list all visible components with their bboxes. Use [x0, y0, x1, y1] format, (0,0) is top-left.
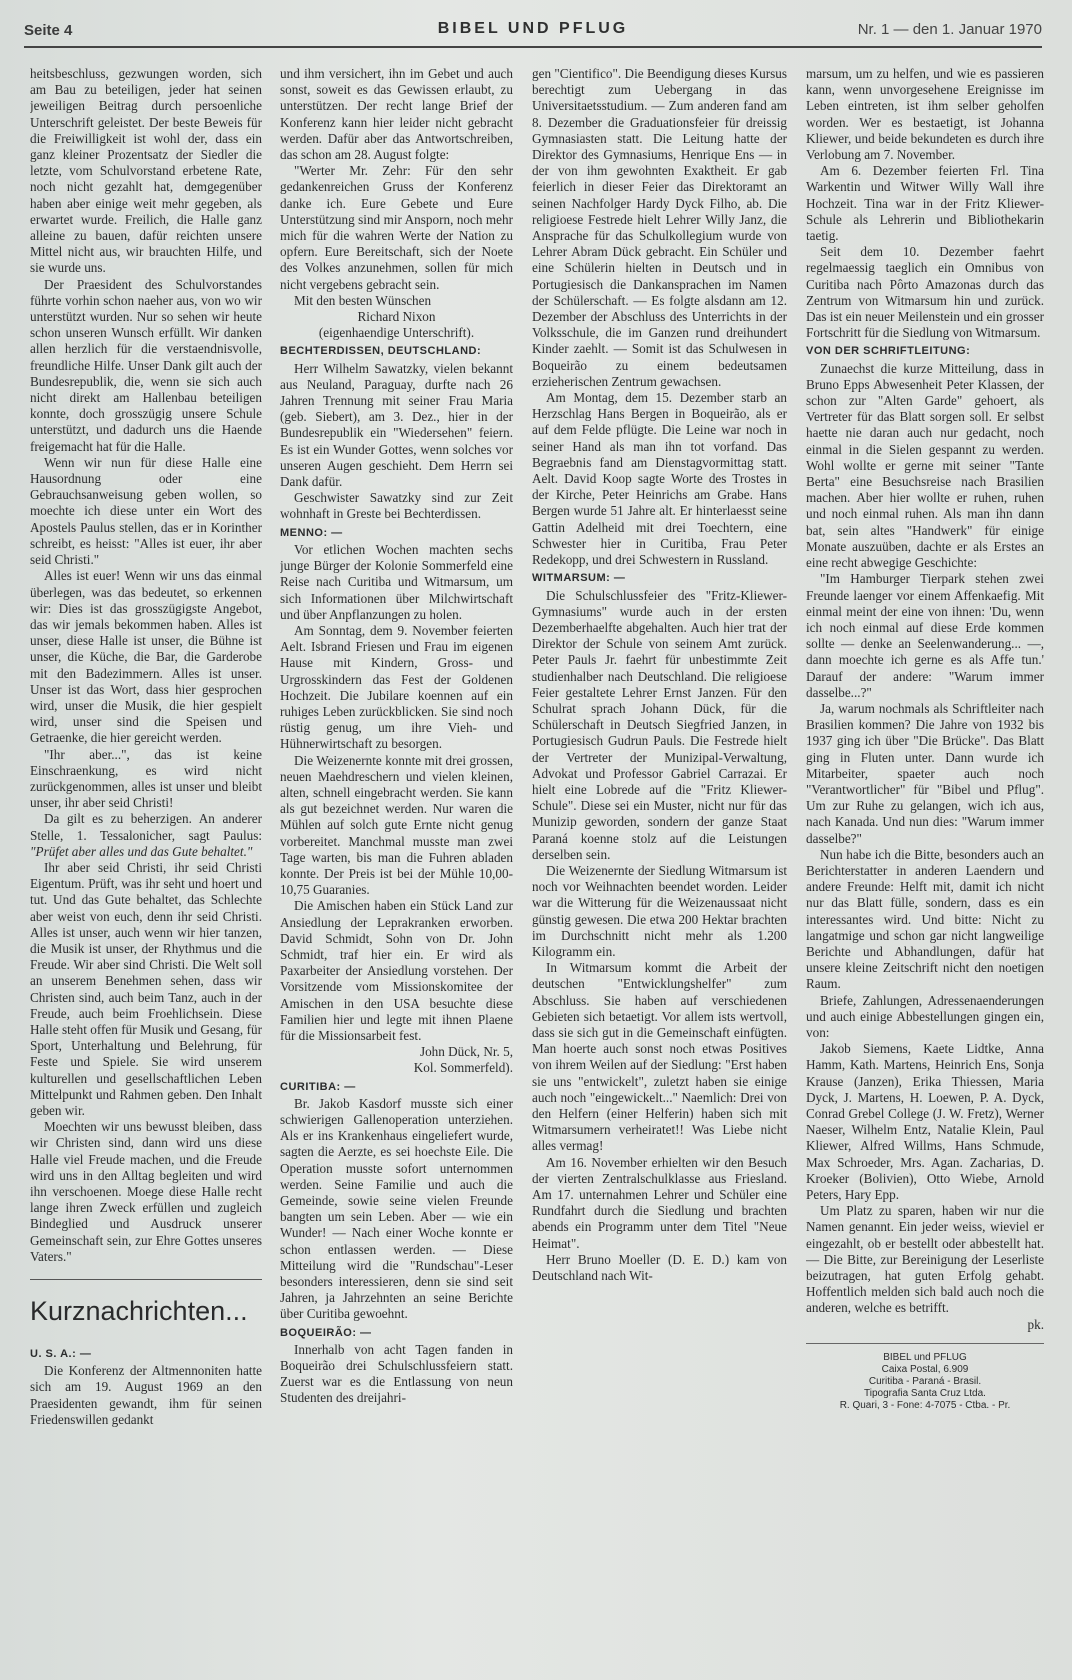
paragraph: Herr Bruno Moeller (D. E. D.) kam von Deutschland nach Wit-	[532, 1251, 787, 1284]
masthead	[24, 18, 1042, 44]
section-title-kurznachrichten: Kurznachrichten...	[30, 1296, 248, 1327]
signature-note: (eigenhaendige Unterschrift).	[318, 325, 475, 341]
paragraph: "Im Hamburger Tierpark stehen zwei Freunde laenger vor einem Affenkaefig. Mit einmal meint der eine von ihnen: 'Du, wenn ich noch einmal auf diese Erde kommen sollte — denke an Seelenwanderung... —, dann moechte ich gerne es als Affe tun.' Darauf der andere: "Warum immer dasselbe...?"	[806, 571, 1044, 700]
paragraph: Briefe, Zahlungen, Adressenaenderungen und auch einige Abbestellungen gingen ein, von:	[806, 992, 1044, 1040]
paragraph: Geschwister Sawatzky sind zur Zeit wohnhaft in Greste bei Bechterdissen.	[280, 490, 513, 522]
issue-date: Nr. 1 — den 1. Januar 1970	[857, 21, 1042, 38]
paragraph: Am 6. Dezember feierten Frl. Tina Warkentin und Witwer Willy Wall ihre Hochzeit. Tina war in der Fritz Kliewer-Schule als Lehrerin und Bibliothekarin taetig.	[806, 163, 1044, 244]
paragraph: Die Weizenernte der Siedlung Witmarsum ist noch vor Weihnachten beendet worden. Leider war die Witterung für die Weizenaussaat nicht günstig gewesen. Die etwa 200 Hektar brachten im Durchschnitt nicht mehr als 1.200 Kilogramm ein.	[532, 862, 787, 959]
paragraph: Alles ist euer! Wenn wir uns das einmal überlegen, was das bedeutet, so erkennen wir: Dies ist das grosszügigste Angebot, das wir jemals bekommen haben. Alles ist unser, diese Halle ist unser, die Bühne ist unser, die Küche, die Bar, die Garderobe mit den Badezimmern. Alles ist unser. Unser ist das Wort, dass hier gesprochen wird, unser die Musik, die hier gespielt wird, unser sind die Speisen und Getraenke, die hier gereicht werden.	[30, 568, 262, 746]
paragraph: Vor etlichen Wochen machten sechs junge Bürger der Kolonie Sommerfeld eine Reise nach Curitiba und Witmarsum, um sich Informationen über Milchwirtschaft und über Anpflanzungen zu holen.	[280, 541, 513, 622]
editor-signature: pk.	[1027, 1316, 1044, 1332]
paragraph	[30, 811, 262, 860]
paragraph: Ihr aber seid Christi, ihr seid Christi Eigentum. Prüft, was ihr seht und hoert und tut. Und das Gute behaltet, das Schlechte aber weist von euch, denn ihr seid Christi. Alles ist unser, auch wenn wir hier tanzen, die Musik ist unser, der Rhythmus und die Freude. Wir aber sind Christi. Die Welt soll an unserem Benehmen sehen, dass wir Christen sind, auch beim Tanz, auch in der Freude, auch beim Froehlichsein. Diese Halle steht offen für Musik und Gesang, für Sport, Unterhaltung und Belehrung, für Feste und Spiele. Sie wird unserem kulturellen und gesellschaftlichen Leben Mittelpunkt und Rahmen geben. Den Inhalt geben wir.	[30, 859, 262, 1118]
paragraph: Die Schulschlussfeier des "Fritz-Kliewer-Gymnasiums" wurde auch in der ersten Dezemberhaelfte abgehalten. Auch hier trat der Direktor der Schule von seinem Amt zurück. Peter Pauls Jr. faehrt für unbestimmte Zeit studienhalber nach Deutschland. Die religioese Feier gestaltete Lehrer Ernst Janzen. Für den Schulrat sprach Johann Dück, für die Schülerschaft in Deutsch Siegfried Janzen, in Portugiesisch Gudrun Pauls. Die Festrede hielt der Vertreter der Munizipal-Verwaltung, Advokat und Professor Gabriel Carrazai. Er hielt eine Lobrede auf die "Fritz Kliewer-Schule". Diese sei ein Muster, nicht nur für das Munizip geworden, sondern der ganze Staat Paraná koenne stolz auf die Leistungen derselben sein.	[532, 587, 787, 862]
page-number: Seite 4	[24, 22, 73, 39]
section-heading-boqueirao: BOQUEIRÃO: —	[280, 1326, 372, 1339]
imprint	[806, 1352, 1044, 1412]
signature-name: Richard Nixon	[357, 309, 436, 325]
paragraph: marsum, um zu helfen, und wie es passieren kann, wenn unvorgesehene Ereignisse im Leben eintreten, ist ihm selber geholfen worden. Wer es bestaetigt, ist Johanna Kliewer, und beide bekundeten es durch ihre Verlobung am 7. November.	[806, 66, 1044, 163]
paragraph: Die Amischen haben ein Stück Land zur Ansiedlung der Leprakranken erworben. David Schmidt, Sohn von Dr. John Schmidt, traf hier ein. Er wird als Paxarbeiter der Ansiedlung vorstehen. Der Vorsitzende vom Missionskomitee der Amischen in den USA besuchte diese Familien hier und legte mit ihnen Plaene für die Missionsarbeit fest.	[280, 898, 513, 1043]
column-3	[532, 66, 787, 1670]
paragraph: heitsbeschluss, gezwungen worden, sich am Bau zu beteiligen, jeder hat seinen jeweiligen Beitrag durch persoenliche Unterschrift geleistet. Der beste Beweis für die Freiwilligkeit ist wohl der, dass ein ganz kleiner Prozentsatz der Siedler die letzte, vom Schulvorstand erbetene Rate, noch nicht gezahlt hat, demgegenüber haben aber einige weit mehr gegeben, als erwartet wurde. Freilich, die Halle ganz alleine zu bauen, dafür reichten unsere Mittel nicht aus, wir brauchten Hilfe, und sie wurde uns.	[30, 66, 262, 276]
masthead-rule	[24, 46, 1042, 48]
paragraph: Die Weizenernte konnte mit drei grossen, neuen Maehdreschern und vielen kleinen, alten, schnell eingebracht werden. Sie kann als gut bezeichnet werden. Nur waren die Mühlen auf solch gute Ernte nicht genug vorbereitet. Manchmal musste man zwei Tage warten, bis man die Fuhren abladen konnte. Der Preis ist bei der Mühle 10,00-10,75 Guaranies.	[280, 752, 513, 898]
paragraph: Am Montag, dem 15. Dezember starb an Herzschlag Hans Bergen in Boqueirão, als er auf dem Felde pflügte. Die Leine war noch in seiner Hand als man ihn tot vorfand. Das Begraebnis fand am Dienstagvormittag statt. Aelt. David Koop sagte Worte des Trostes in der Kirche, Peter Heinrichs am Grabe. Hans Bergen wurde 51 Jahre alt. Er hinterlaesst seine Gattin Adelheid mit drei Toechtern, eine Schwester hier in Curitiba, Frau Peter Redekopp, und drei Schwestern in Russland.	[532, 390, 787, 568]
section-heading-usa: U. S. A.: —	[30, 1348, 92, 1361]
paragraph: Nun habe ich die Bitte, besonders auch an Berichterstatter in anderen Laendern und andere Freunde: Helft mit, damit ich nicht nur das Blatt fülle, sondern, dass es ein interessantes wird. Und bitte: Nicht zu langatmige und schon gar nicht langweilige Berichte und Abhandlungen, dafür hat unsere kleine Zeitschrift nicht den noetigen Raum.	[806, 846, 1044, 992]
paragraph: Jakob Siemens, Kaete Lidtke, Anna Hamm, Kath. Martens, Heinrich Ens, Sonja Krause (Janzen), Erika Thiessen, Maria Dyck, J. Martens, H. Loewen, P. A. Dyck, Conrad Grebel College (J. W. Fretz), Werner Naeser, Wilhelm Entz, Natalie Klein, Paul Kliewer, Alfred Willms, Hans Schmude, Max Schroeder, Mrs. Agan. Zacharias, D. Kroeker (Bolivien), Otto Wiebe, Arnold Peters, Hary Epp.	[806, 1041, 1044, 1203]
paragraph: Am 16. November erhielten wir den Besuch der vierten Zentralschulklasse aus Friesland. Am 17. unternahmen Lehrer und Schüler eine Rundfahrt durch die Siedlung und brachten abends ein Programm unter dem Titel "Neue Heimat".	[532, 1154, 787, 1251]
imprint-line: BIBEL und PFLUG	[883, 1351, 967, 1363]
imprint-line: Tipografia Santa Cruz Ltda.	[864, 1387, 986, 1399]
column-4	[806, 66, 1044, 1670]
paragraph: "Ihr aber...", das ist keine Einschraenkung, es wird nicht zurückgenommen, alles ist unser und bleibt unser, ihr aber seid Christi!	[30, 746, 262, 811]
paragraph: und ihm versichert, ihn im Gebet und auch sonst, soweit es das Gewissen erlaubt, zu unterstützen. Der recht lange Brief der Konferenz kann hier leider nicht gebracht werden. Dafür aber das Antwortschreiben, das schon am 28. August folgte:	[280, 66, 513, 163]
imprint-line: Curitiba - Paraná - Brasil.	[868, 1375, 982, 1387]
paragraph: "Werter Mr. Zehr: Für den sehr gedankenreichen Gruss der Konferenz danke ich. Eure Gebete und Eure Unterstützung sind mir Ansporn, noch mehr mich für die wahren Werte der Nation zu opfern. Eure Bereitschaft, sich der Noete des Volkes anzunehmen, sollen für mich nicht vergebens gebracht sein.	[280, 163, 513, 292]
author-signature: Kol. Sommerfeld).	[413, 1060, 513, 1076]
section-heading-witmarsum: WITMARSUM: —	[532, 572, 626, 585]
paragraph: Zunaechst die kurze Mitteilung, dass in Bruno Epps Abwesenheit Peter Klassen, der schon zur "Alten Garde" gehoert, als Vertreter für das Blatt sorgen soll. Er selbst haette nie daran auch nur gedacht, noch einmal in die Sielen gespannt zu werden. Wohl wollte er gerne mit seiner "Tante Berta" eine Besuchsreise nach Brasilien machen. Aber hier wollte er ruhen, ruhen und noch einmal ruhen. Als man ihn dann bat, sein altes "Handwerk" für einige Monate auszuüben, dachte er als Erstes an eine recht abwegige Geschichte:	[806, 360, 1044, 571]
paragraph: gen "Cientifico". Die Beendigung dieses Kursus berechtigt zum Uebergang in das Universitaetsstudium. — Zum anderen fand am 8. Dezember die Graduationsfeier für dreissig Gymnasiasten statt. Die Leitung hatte der Direktor des Gymnasiums, Henrique Ens — in der von ihm gewohnten Exaktheit. Er gab feierlich in dieser Feier das Direktoramt an seinen Nachfolger Hardy Dyck Filho, ab. Die religioese Festrede hielt Lehrer Willy Janz, die Ansprache für das Schulkollegium wurde von Lehrer Abram Dück gebracht. Ein Schüler und eine Schülerin hielten in Deutsch und in Portugiesisch die Dankansprachen im Namen der Schülerschaft. — Es folgte alsdann am 12. Dezember der Abschluss des Unterrichts in der Volksschule, die im Ganzen rund dreihundert Kinder zaehlt. — Somit ist das Schulwesen in Boqueirão zu einem bedeutsamen erzieherischen Zentrum gewachsen.	[532, 66, 787, 389]
section-rule	[30, 1279, 262, 1280]
paragraph: Innerhalb von acht Tagen fanden in Boqueirão drei Schulschlussfeiern statt. Zuerst war es die Entlassung von neun Studenten des dreijahri-	[280, 1341, 513, 1406]
bible-quote: "Prüfet aber alles und das Gute behaltet."	[30, 843, 253, 859]
paragraph-text: Da gilt es zu beherzigen. An anderer Stelle, 1. Tessalonicher, sagt Paulus:	[30, 811, 262, 843]
section-heading-bechterdissen: BECHTERDISSEN, DEUTSCHLAND:	[280, 345, 482, 358]
paragraph: Die Konferenz der Altmennoniten hatte sich am 19. August 1969 an den Praesidenten gewandt, ihm für seinen Friedenswillen gedankt	[30, 1363, 262, 1427]
paragraph: Ja, warum nochmals als Schriftleiter nach Brasilien kommen? Die Jahre von 1932 bis 1937 ging ich über "Die Brücke". Das Blatt ging in Fluten unter. Dann wurde ich Mitarbeiter, spaeter auch noch "Verantwortlicher" für "Bibel und Pflug". Um zur Ruhe zu gelangen, wich ich aus, nach Kanada. Und nun dies: "Warum immer dasselbe?"	[806, 700, 1044, 846]
column-2	[280, 66, 513, 1670]
paragraph: Mit den besten Wünschen	[294, 292, 432, 308]
paragraph: Herr Wilhelm Sawatzky, vielen bekannt aus Neuland, Paraguay, durfte nach 26 Jahren Trennung mit seiner Frau Maria (geb. Siebert), am 3. Dez., hier in der Bundesrepublik ein "Wiedersehen" feiern. Es ist ein Wunder Gottes, wenn solches vor unseren Augen geschieht. Dem Herrn sei Dank dafür.	[280, 360, 513, 490]
imprint-line: R. Quari, 3 - Fone: 4-7075 - Ctba. - Pr.	[839, 1399, 1011, 1411]
paragraph: Seit dem 10. Dezember faehrt regelmaessig taeglich ein Omnibus von Curitiba nach Pôrto Amazonas durch das Zentrum von Witmarsum hin und zurück. Das ist ein neuer Meilenstein und ein grosser Fortschritt für die Siedlung von Witmarsum.	[806, 244, 1044, 341]
author-signature: John Dück, Nr. 5,	[419, 1044, 513, 1060]
paragraph: Am Sonntag, dem 9. November feierten Aelt. Isbrand Friesen und Frau im eigenen Hause mit Kindern, Gross- und Urgrosskindern das Fest der Goldenen Hochzeit. Die Jubilare koennen auf ein ruhiges Leben zurückblicken. Sie sind noch rüstig genug, um ihre Vieh- und Hühnerwirtschaft zu besorgen.	[280, 622, 513, 752]
section-heading-menno: MENNO: —	[280, 526, 343, 539]
imprint-rule	[806, 1343, 1044, 1344]
newspaper-title: BIBEL UND PFLUG	[437, 20, 629, 37]
paragraph: In Witmarsum kommt die Arbeit der deutschen "Entwicklungshelfer" zum Abschluss. Sie haben auf verschiedenen Gebieten sich betaetigt. Vor allem ists wertvoll, dass sie sich gut in die Gemeinschaft einfügten. Man hoerte auch sonst noch etwas Positives von ihrem Weilen auf der Siedlung: "Erst haben sie uns "entwickelt", zuletzt haben sie einige auch noch "eingewickelt..." Naemlich: Drei von den Helfern (einer Helferin) haben sich mit Witmarsumern verheiratet!! Was Liebe nicht alles vermag!	[532, 960, 787, 1154]
imprint-line: Caixa Postal, 6.909	[881, 1363, 969, 1375]
paragraph: Um Platz zu sparen, haben wir nur die Namen genannt. Ein jeder weiss, wieviel er eingezahlt, ob er bestellt oder abbestellt hat. — Die Bitte, zur Bereinigung der Leserliste beizutragen, hat guten Erfolg gehabt. Hoffentlich melden sich bald auch noch die anderen, welche es betrifft.	[806, 1203, 1044, 1316]
paragraph: Br. Jakob Kasdorf musste sich einer schwierigen Gallenoperation unterziehen. Als er ins Krankenhaus eingeliefert wurde, sagten die Aerzte, es sei hoechste Eile. Die Operation musste sofort unternommen werden. Seine Familie und auch die Gemeinde, sowie seine vielen Freunde bangten um sein Leben. Aber — wie ein Wunder! — Nach einer Woche konnte er schon entlassen werden. — Diese Mitteilung wird die "Rundschau"-Leser besonders interessieren, denn sie sind seit Jahren, ja Jahrzehnten an seine Berichte über Curitiba gewoehnt.	[280, 1095, 513, 1322]
paragraph: Der Praesident des Schulvorstandes führte vorhin schon naeher aus, von wo wir unterstützt wurden. Nur so sehen wir heute schon unseren Wunsch erfüllt. Wir danken allen herzlich für die verstaendnisvolle, freundliche Hilfe. Unser Dank gilt auch der Bundesrepublik, die, wenn sie sich auch nicht direkt am Hallenbau beteiligen konnte, doch grosszügig unsere Schule unterstützt, und dadurch uns die Haende freigemacht hat für die Halle.	[30, 276, 262, 454]
paragraph: Moechten wir uns bewusst bleiben, dass wir Christen sind, dann wird uns diese Halle viel Freude machen, und die Freude wird uns in den Alltag begleiten und wird ihn verschoenen. Moege diese Halle recht lange ihren Zweck erfüllen und zugleich Bindeglied und Ausdruck unserer Gemeinschaft sein, zur Ehre Gottes unseres Vaters."	[30, 1119, 262, 1264]
section-heading-curitiba: CURITIBA: —	[280, 1080, 356, 1093]
section-heading-schriftleitung: VON DER SCHRIFTLEITUNG:	[806, 345, 971, 358]
column-1	[30, 66, 262, 1670]
paragraph: Wenn wir nun für diese Halle eine Hausordnung oder eine Gebrauchsanweisung geben wollen, so moechte ich diese unter ein Wort des Apostels Paulus stellen, das er in Korinther schreibt, es heisst: "Alles ist euer, ihr aber seid Christi."	[30, 454, 262, 568]
